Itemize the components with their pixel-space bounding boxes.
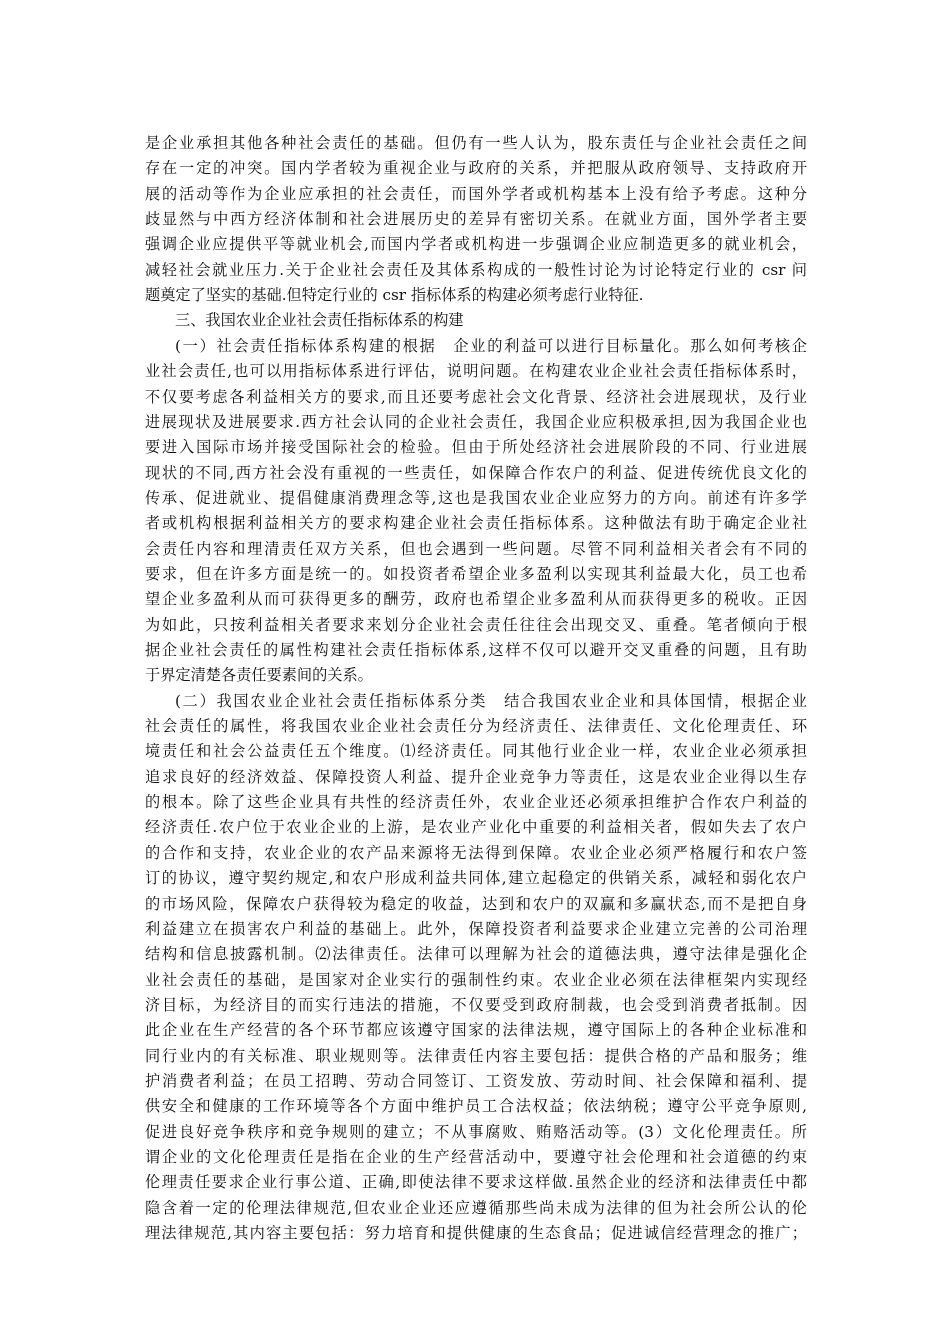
text-line: 的市场风险，保障农户获得较为稳定的收益，达到和农户的双赢和多赢状态,而不是把自身 <box>145 895 807 913</box>
text-line: 济目标，为经济目的而实行违法的措施，不仅要受到政府制裁，也会受到消费者抵制。因 <box>145 996 807 1014</box>
text-line: 同行业内的有关标准、职业规则等。法律责任内容主要包括：提供合格的产品和服务；维 <box>145 1047 807 1065</box>
text-line: 不仅要考虑各利益相关方的要求,而且还要考虑社会文化背景、经济社会进展现状，及行业 <box>145 388 807 406</box>
paragraph-first-line: (一）社会责任指标体系构建的根据 企业的利益可以进行目标量化。那么如何考核企 <box>175 337 807 355</box>
text-line: 业社会责任的基础，是国家对企业实行的强制性约束。农业企业必须在法律框架内实现经 <box>145 971 807 989</box>
text-line: 境责任和社会公益责任五个维度。⑴经济责任。同其他行业企业一样，农业企业必须承担 <box>145 742 807 760</box>
text-line: 隐含着一定的伦理法律规范,但农业企业还应遵循那些尚未成为法律的但为社会所公认的伦 <box>145 1199 807 1217</box>
text-line: 现状的不同,西方社会没有重视的一些责任，如保障合作农户的利益、促进传统优良文化的 <box>145 464 807 482</box>
text-line: 传承、促进就业、提倡健康消费理念等,这也是我国农业企业应努力的方向。前述有许多学 <box>145 489 807 507</box>
text-line: 此企业在生产经营的各个环节都应该遵守国家的法律法规，遵守国际上的各种企业标准和 <box>145 1021 807 1039</box>
text-line: 供安全和健康的工作环境等各个方面中维护员工合法权益；依法纳税；遵守公平竞争原则, <box>145 1097 807 1115</box>
text-line: 者或机构根据利益相关方的要求构建企业社会责任指标体系。这种做法有助于确定企业社 <box>145 514 807 532</box>
text-line: 追求良好的经济效益、保障投资人利益、提升企业竞争力等责任，这是农业企业得以生存 <box>145 768 807 786</box>
paragraph-first-line: 三、我国农业企业社会责任指标体系的构建 <box>175 311 464 329</box>
text-line: 伦理责任要求企业行事公道、正确,即使法律不要求这样做.虽然企业的经济和法律责任中都 <box>145 1173 807 1191</box>
text-line: 要进入国际市场并接受国际社会的检验。但由于所处经济社会进展阶段的不同、行业进展 <box>145 438 807 456</box>
text-line: 强调企业应提供平等就业机会,而国内学者或机构进一步强调企业应制造更多的就业机会， <box>145 235 807 253</box>
text-line: 的根本。除了这些企业具有共性的经济责任外，农业企业还必须承担维护合作农户利益的 <box>145 793 807 811</box>
text-line: 题奠定了坚实的基础.但特定行业的 csr 指标体系的构建必须考虑行业特征. <box>145 286 644 304</box>
text-line: 为如此，只按利益相关者要求来划分企业社会责任往往会出现交叉、重叠。笔者倾向于根 <box>145 616 807 634</box>
text-line: 于界定清楚各责任要素间的关系。 <box>145 666 373 684</box>
text-line: 业社会责任,也可以用指标体系进行评估，说明问题。在构建农业企业社会责任指标体系时， <box>145 362 807 380</box>
text-line: 歧显然与中西方经济体制和社会进展历史的差异有密切关系。在就业方面，国外学者主要 <box>145 210 807 228</box>
text-line: 社会责任的属性，将我国农业企业社会责任分为经济责任、法律责任、文化伦理责任、环 <box>145 717 807 735</box>
text-line: 据企业社会责任的属性构建社会责任指标体系,这样不仅可以避开交叉重叠的问题，且有助 <box>145 641 807 659</box>
text-line: 会责任内容和理清责任双方关系，但也会遇到一些问题。尽管不同利益相关者会有不同的 <box>145 540 807 558</box>
text-line: 的合作和支持，农业企业的农产品来源将无法得到保障。农业企业必须严格履行和农户签 <box>145 844 807 862</box>
text-line: 理法律规范,其内容主要包括：努力培育和提供健康的生态食品；促进诚信经营理念的推广； <box>145 1224 807 1242</box>
text-line: 存在一定的冲突。国内学者较为重视企业与政府的关系，并把服从政府领导、支持政府开 <box>145 159 807 177</box>
text-line: 经济责任.农户位于农业企业的上游，是农业产业化中重要的利益相关者，假如失去了农户 <box>145 818 807 836</box>
paragraph-first-line: (二）我国农业企业社会责任指标体系分类 结合我国农业企业和具体国情，根据企业 <box>175 692 807 710</box>
text-line: 减轻社会就业压力.关于企业社会责任及其体系构成的一般性讨论为讨论特定行业的 csr 问 <box>145 261 807 279</box>
text-line: 结构和信息披露机制。⑵法律责任。法律可以理解为社会的道德法典，遵守法律是强化企 <box>145 945 807 963</box>
text-line: 利益建立在损害农户利益的基础上。此外，保障投资者利益要求企业建立完善的公司治理 <box>145 920 807 938</box>
text-line: 要求，但在许多方面是统一的。如投资者希望企业多盈利以实现其利益最大化，员工也希 <box>145 565 807 583</box>
text-line: 进展现状及进展要求.西方社会认同的企业社会责任，我国企业应积极承担,因为我国企业也 <box>145 413 807 431</box>
text-line: 望企业多盈利从而可获得更多的酬劳，政府也希望企业多盈利从而获得更多的税收。正因 <box>145 590 807 608</box>
text-line: 促进良好竞争秩序和竞争规则的建立；不从事腐败、贿赂活动等。(3）文化伦理责任。所 <box>145 1123 807 1141</box>
text-line: 是企业承担其他各种社会责任的基础。但仍有一些人认为，股东责任与企业社会责任之间 <box>145 134 807 152</box>
text-line: 谓企业的文化伦理责任是指在企业的生产经营活动中，要遵守社会伦理和社会道德的约束 <box>145 1148 807 1166</box>
text-line: 订的协议，遵守契约规定,和农户形成利益共同体,建立起稳定的供销关系，减轻和弱化农户 <box>145 869 807 887</box>
text-line: 展的活动等作为企业应承担的社会责任，而国外学者或机构基本上没有给予考虑。这种分 <box>145 185 807 203</box>
text-line: 护消费者利益；在员工招聘、劳动合同签订、工资发放、劳动时间、社会保障和福利、提 <box>145 1072 807 1090</box>
